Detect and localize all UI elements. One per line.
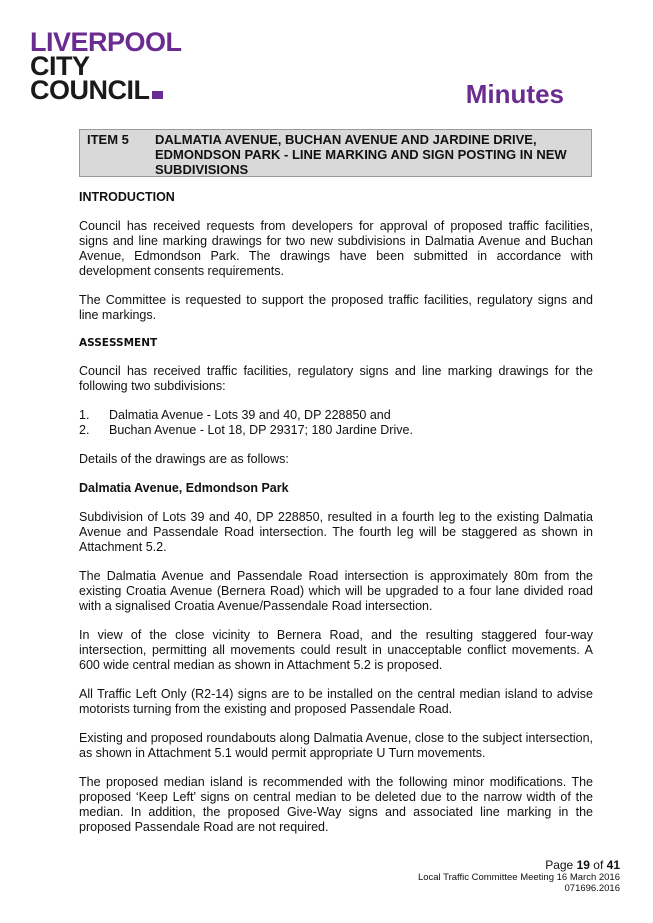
list-item	[79, 423, 593, 438]
list-item-number: 1.	[79, 408, 90, 422]
item-title: DALMATIA AVENUE, BUCHAN AVENUE AND JARDINE DRIVE, EDMONDSON PARK - LINE MARKING AND SIGN POSTING IN NEW SUBDIVISIONS	[155, 132, 567, 177]
logo-block-icon	[152, 91, 163, 99]
item-header-box	[79, 129, 592, 177]
document-body	[79, 190, 593, 835]
council-logo	[30, 27, 182, 105]
dalmatia-paragraph-2: The Dalmatia Avenue and Passendale Road intersection is approximately 80m from the existing Croatia Avenue (Bernera Road) which will be upgraded to a four lane divided road with a signalised Croatia Avenue/Passendale Road intersection.	[79, 569, 593, 613]
page-number	[418, 858, 620, 872]
dalmatia-paragraph-1: Subdivision of Lots 39 and 40, DP 228850, resulted in a fourth leg to the existing Dalmatia Avenue and Passendale Road intersection. The fourth leg will be staggered as shown in Attachment 5.2.	[79, 510, 593, 554]
dalmatia-heading: Dalmatia Avenue, Edmondson Park	[79, 481, 289, 495]
details-paragraph: Details of the drawings are as follows:	[79, 452, 289, 466]
dalmatia-paragraph-4: All Traffic Left Only (R2-14) signs are to be installed on the central median island to advise motorists turning from the existing and proposed Passendale Road.	[79, 687, 593, 716]
assessment-heading: ASSESSMENT	[79, 337, 158, 349]
assessment-paragraph: Council has received traffic facilities, regulatory signs and line marking drawings for the following two subdivisions:	[79, 364, 593, 393]
intro-paragraph-1: Council has received requests from developers for approval of proposed traffic facilities, signs and line marking drawings for two new subdivisions in Dalmatia Avenue and Buchan Avenue, Edmondson Park. The drawings have been submitted in accordance with development consents requirements.	[79, 219, 593, 278]
logo-line-3: COUNCIL	[30, 75, 150, 105]
dalmatia-paragraph-5: Existing and proposed roundabouts along Dalmatia Avenue, close to the subject intersection, as shown in Attachment 5.1 would permit appropriate U Turn movements.	[79, 731, 593, 760]
introduction-heading: INTRODUCTION	[79, 190, 175, 204]
page-current: 19	[576, 858, 590, 872]
document-ref: 071696.2016	[564, 883, 620, 894]
list-item	[79, 408, 593, 423]
page-total: 41	[606, 858, 620, 872]
logo-line-2: CITY	[30, 51, 90, 81]
item-number: ITEM 5	[87, 132, 129, 147]
logo-line-3-wrap	[30, 75, 182, 105]
dalmatia-paragraph-3: In view of the close vicinity to Bernera Road, and the resulting staggered four-way intersection, permitting all movements could result in unacceptable conflict movements. A 600 wide central median as shown in Attachment 5.2 is proposed.	[79, 628, 593, 672]
page-prefix: Page	[545, 858, 574, 872]
list-item-number: 2.	[79, 423, 90, 437]
list-item-text: Buchan Avenue - Lot 18, DP 29317; 180 Jardine Drive.	[109, 423, 413, 437]
intro-paragraph-2: The Committee is requested to support the proposed traffic facilities, regulatory signs and line markings.	[79, 293, 593, 322]
dalmatia-paragraph-6: The proposed median island is recommended with the following minor modifications. The proposed ‘Keep Left’ signs on central median to be deleted due to the narrow width of the median. In addition, the proposed Give-Way signs and associated line marking in the proposed Passendale Road are not required.	[79, 775, 593, 834]
minutes-heading: Minutes	[465, 79, 564, 109]
list-item-text: Dalmatia Avenue - Lots 39 and 40, DP 228850 and	[109, 408, 391, 422]
page-of: of	[593, 858, 604, 872]
meeting-label: Local Traffic Committee Meeting 16 March 2016	[417, 872, 620, 883]
page-footer	[418, 858, 620, 894]
logo-line-1: LIVERPOOL	[30, 27, 182, 57]
